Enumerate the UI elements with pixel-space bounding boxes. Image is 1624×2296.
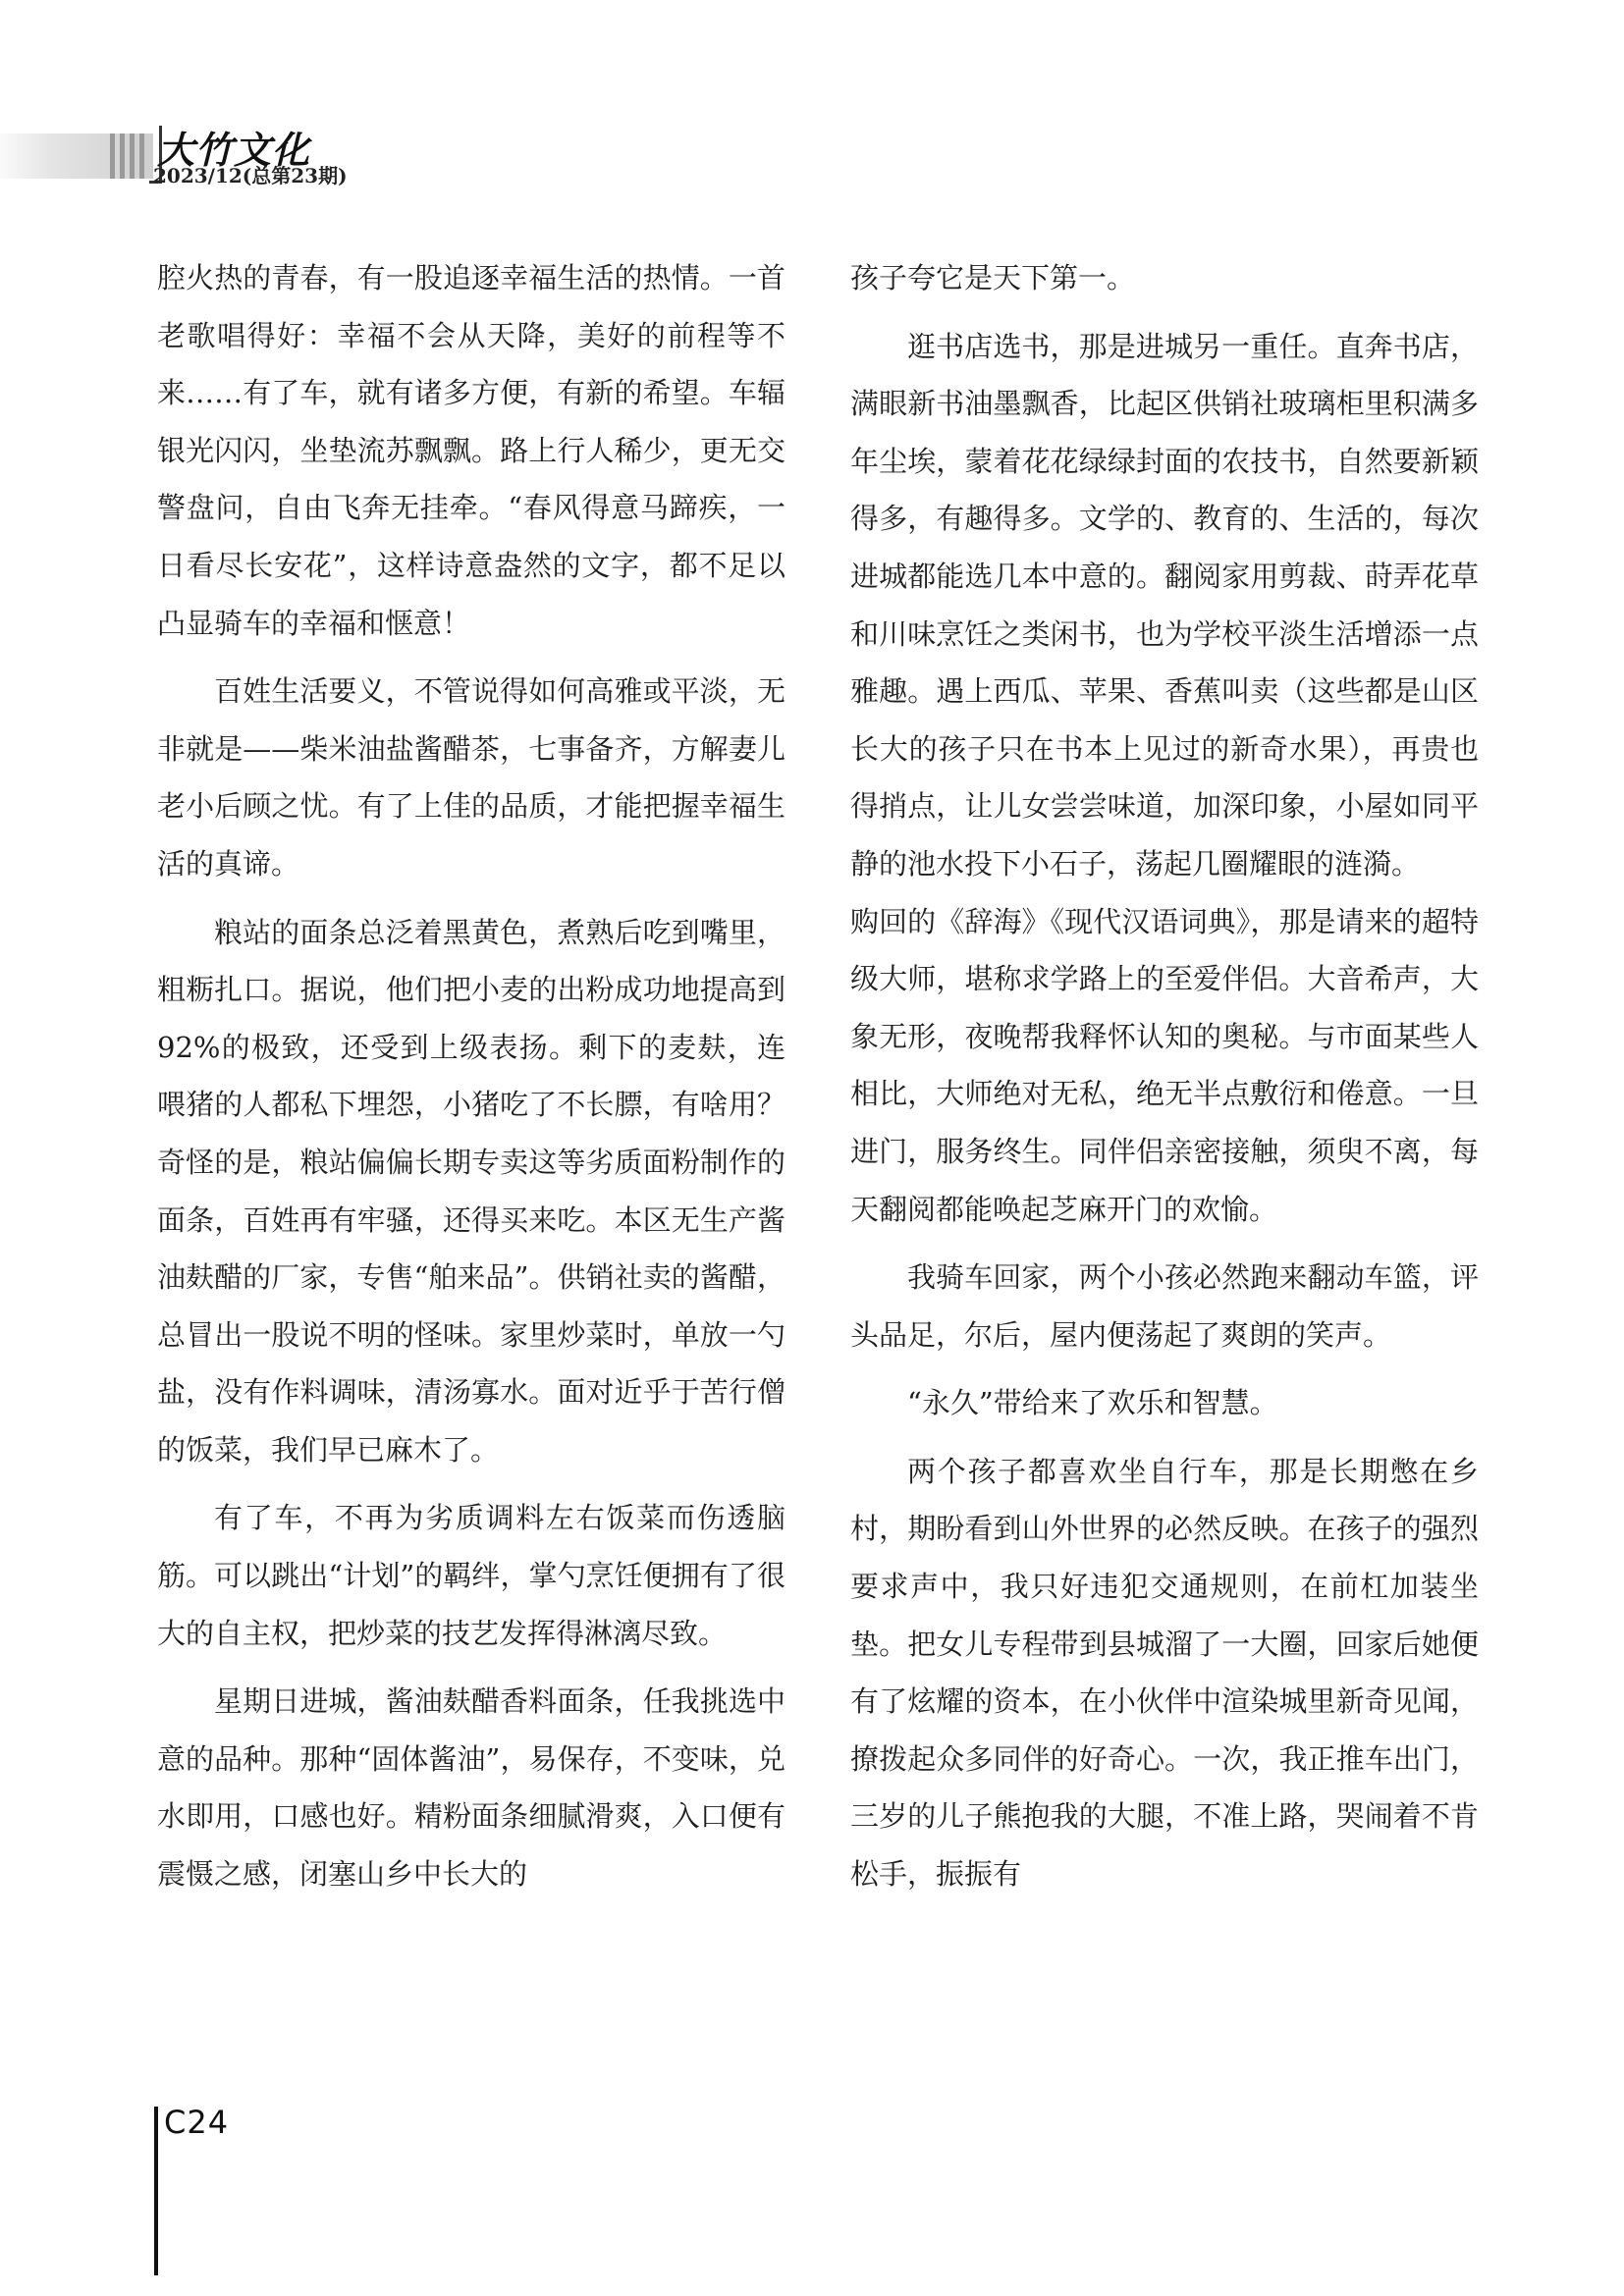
paragraph: 我骑车回家，两个小孩必然跑来翻动车篮，评头品足，尔后，屋内便荡起了爽朗的笑声。 <box>850 1260 1479 1352</box>
right-column <box>850 249 1479 1903</box>
footer-vertical-rule <box>154 2107 158 2275</box>
paragraph: 有了车，不再为劣质调料左右饭菜而伤透脑筋。可以跳出“计划”的羁绊，掌勺烹饪便拥有了很大的自主权，把炒菜的技艺发挥得淋漓尽致。 <box>157 1501 785 1650</box>
issue-number: 2023/12(总第23期) <box>153 164 348 187</box>
paragraph: 孩子夸它是天下第一。 <box>850 261 1136 294</box>
page-number: C24 <box>164 2104 230 2141</box>
magazine-title: 大竹文化 <box>157 128 311 172</box>
paragraph: 星期日进城，酱油麸醋香料面条，任我挑选中意的品种。那种“固体酱油”，易保存，不变味，兑水即用，口感也好。精粉面条细腻滑爽，入口便有震慑之感，闭塞山乡中长大的 <box>157 1684 785 1892</box>
paragraph: 两个孩子都喜欢坐自行车，那是长期憋在乡村，期盼看到山外世界的必然反映。在孩子的强烈要求声中，我只好违犯交通规则，在前杠加装坐垫。把女儿专程带到县城溜了一大圈，回家后她便有了炫耀的资本，在小伙伴中渲染城里新奇见闻，撩拨起众多同伴的好奇心。一次，我正推车出门，三岁的儿子熊抱我的大腿，不准上路，哭闹着不肯松手，振振有 <box>850 1454 1479 1892</box>
paragraph: 粮站的面条总泛着黑黄色，煮熟后吃到嘴里，粗粝扎口。据说，他们把小麦的出粉成功地提高到 92%的极致，还受到上级表扬。剩下的麦麸，连喂猪的人都私下埋怨，小猪吃了不长膘，有啥用？奇怪的是，粮站偏偏长期专卖这等劣质面粉制作的面条，百姓再有牢骚，还得买来吃。本区无生产酱油麸醋的厂家，专售“舶来品”。供销社卖的酱醋，总冒出一股说不明的怪味。家里炒菜时，单放一勺盐，没有作料调味，清汤寡水。面对近乎于苦行僧的饭菜，我们早已麻木了。 <box>157 915 785 1467</box>
paragraph: 百姓生活要义，不管说得如何高雅或平淡，无非就是——柴米油盐酱醋茶，七事备齐，方解妻儿老小后顾之忧。有了上佳的品质，才能把握幸福生活的真谛。 <box>157 674 785 881</box>
left-column <box>157 249 785 1903</box>
paragraph: 逛书店选书，那是进城另一重任。直奔书店，满眼新书油墨飘香，比起区供销社玻璃柜里积满多年尘埃，蒙着花花绿绿封面的农技书，自然要新颖得多，有趣得多。文学的、教育的、生活的，每次进城都能选几本中意的。翻阅家用剪裁、莳弄花草和川味烹饪之类闲书，也为学校平淡生活增添一点雅趣。遇上西瓜、苹果、香蕉叫卖（这些都是山区长大的孩子只在书本上见过的新奇水果），再贵也得捎点，让儿女尝尝味道，加深印象，小屋如同平静的池水投下小石子，荡起几圈耀眼的涟漪。 <box>850 329 1479 881</box>
paragraph: 腔火热的青春，有一股追逐幸福生活的热情。一首老歌唱得好：幸福不会从天降，美好的前程等不来……有了车，就有诸多方便，有新的希望。车辐银光闪闪，坐垫流苏飘飘。路上行人稀少，更无交警盘问，自由飞奔无挂牵。“春风得意马蹄疾，一日看尽长安花”，这样诗意盎然的文字，都不足以凸显骑车的幸福和惬意！ <box>157 261 785 640</box>
paragraph: 购回的《辞海》《现代汉语词典》，那是请来的超特级大师，堪称求学路上的至爱伴侣。大音希声，大象无形，夜晚帮我释怀认知的奥秘。与市面某些人相比，大师绝对无私，绝无半点敷衍和倦意。一旦进门，服务终生。同伴侣亲密接触，须臾不离，每天翻阅都能唤起芝麻开门的欢愉。 <box>850 904 1479 1226</box>
paragraph: “永久”带给来了欢乐和智慧。 <box>907 1386 1278 1420</box>
